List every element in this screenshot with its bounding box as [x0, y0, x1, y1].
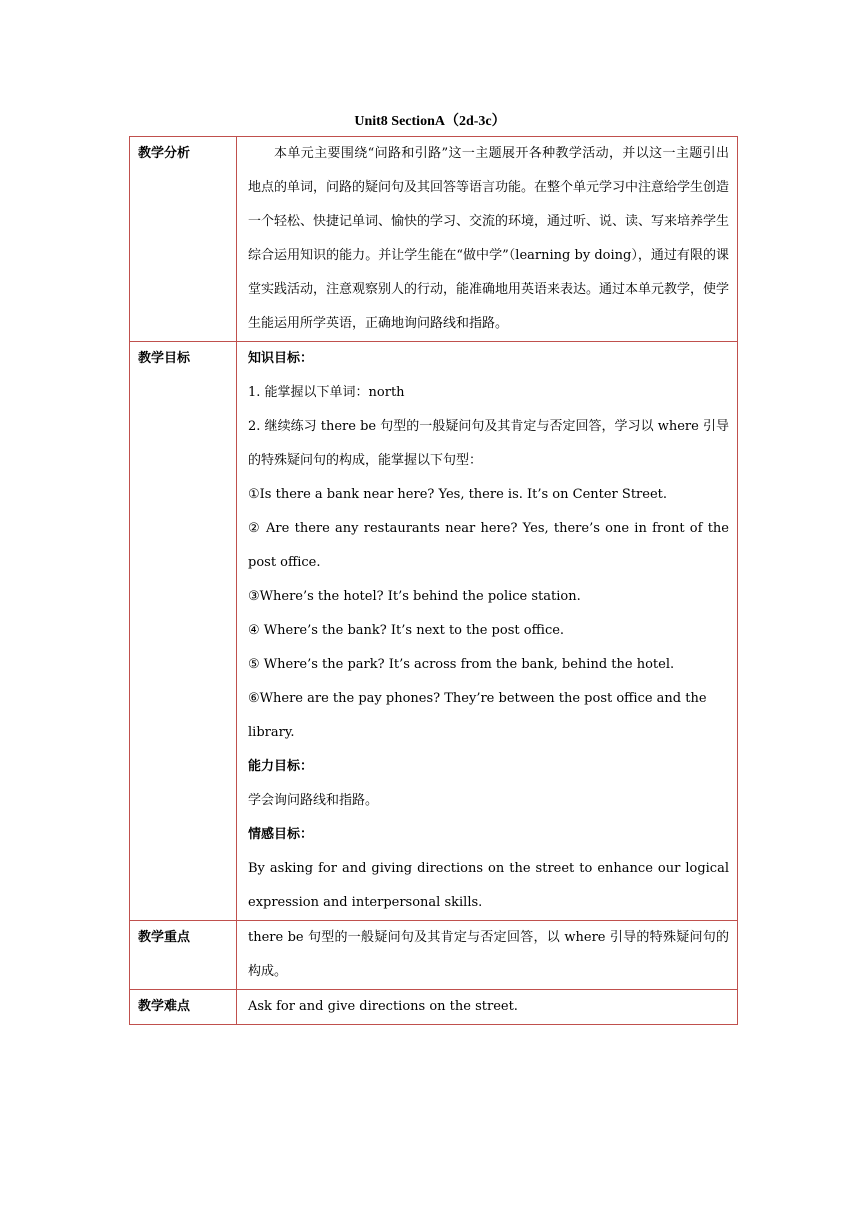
sentence-6: ⑥Where are the pay phones? They’re between the post office and the library. — [248, 691, 707, 740]
analysis-content — [237, 137, 738, 342]
sentence-2: ② Are there any restaurants near here? Yes, there’s one in front of the post office. — [248, 521, 729, 570]
row-label-difficulty: 教学难点 — [130, 990, 237, 1025]
sentence-4: ④ Where’s the bank? It’s next to the post office. — [248, 623, 565, 638]
sentence-3: ③Where’s the hotel? It’s behind the police station. — [248, 589, 581, 604]
lesson-plan-table — [129, 136, 738, 1025]
difficulty-content — [237, 990, 738, 1025]
table-row-focus — [130, 921, 738, 990]
focus-content — [237, 921, 738, 990]
focus-text: there be 句型的一般疑问句及其肯定与否定回答，以 where 引导的特殊疑问句的构成。 — [248, 930, 729, 979]
row-label-goals: 教学目标 — [130, 342, 237, 921]
ability-goal-heading: 能力目标： — [248, 759, 314, 774]
knowledge-goal-heading: 知识目标： — [248, 351, 314, 366]
table-row-analysis — [130, 137, 738, 342]
sentence-1: ①Is there a bank near here? Yes, there is. It’s on Center Street. — [248, 487, 667, 502]
row-label-analysis: 教学分析 — [130, 137, 237, 342]
table-row-goals — [130, 342, 738, 921]
difficulty-text: Ask for and give directions on the street. — [248, 999, 518, 1014]
analysis-text: 本单元主要围绕“问路和引路”这一主题展开各种教学活动，并以这一主题引出地点的单词，问路的疑问句及其回答等语言功能。在整个单元学习中注意给学生创造一个轻松、快捷记单词、愉快的学习、交流的环境，通过听、说、读、写来培养学生综合运用知识的能力。并让学生能在“做中学”（learning by doing），通过有限的课堂实践活动，注意观察别人的行动，能准确地用英语来表达。通过本单元教学，使学生能运用所学英语，正确地询问路线和指路。 — [248, 146, 730, 331]
goal-item-2: 2. 继续练习 there be 句型的一般疑问句及其肯定与否定回答，学习以 where 引导的特殊疑问句的构成，能掌握以下句型： — [248, 419, 729, 468]
goals-content — [237, 342, 738, 921]
table-row-difficulty — [130, 990, 738, 1025]
document-title: Unit8 SectionA（2d-3c） — [354, 114, 506, 129]
sentence-5: ⑤ Where’s the park? It’s across from the bank, behind the hotel. — [248, 657, 675, 672]
emotion-goal-text: By asking for and giving directions on the street to enhance our logical expression and interpersonal skills. — [248, 861, 729, 910]
row-label-focus: 教学重点 — [130, 921, 237, 990]
emotion-goal-heading: 情感目标： — [248, 827, 314, 842]
ability-goal-text: 学会询问路线和指路。 — [248, 793, 379, 808]
goal-item-1: 1. 能掌握以下单词：north — [248, 385, 405, 400]
